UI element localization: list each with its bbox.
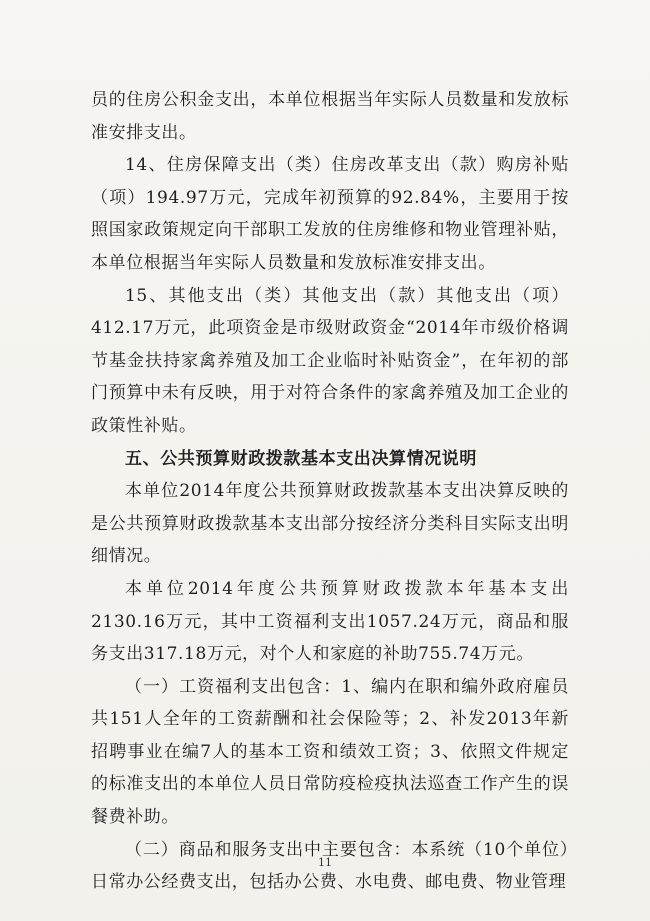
paragraph-wage-welfare-details: （一）工资福利支出包含：1、编内在职和编外政府雇员共151人全年的工资薪酬和社会保险等；2、补发2013年新招聘事业在编7人的基本工资和绩效工资；3、依照文件规定的标准支出的本单位人员日常防疫检疫执法巡查工作产生的误餐费补助。: [91, 676, 569, 828]
paragraph-housing-fund-continuation: 员的住房公积金支出，本单位根据当年实际人员数量和发放标准安排支出。: [91, 90, 569, 143]
paragraph-item-15-other-expenditure: 15、其他支出（类）其他支出（款）其他支出（项）412.17万元，此项资金是市级财政资金“2014年市级价格调节基金扶持家禽养殖及加工企业临时补贴资金”，在年初的部门预算中未有反映，用于对符合条件的家禽养殖及加工企业的政策性补贴。: [91, 285, 569, 436]
section-heading-5: 五、公共预算财政拨款基本支出决算情况说明: [125, 448, 477, 469]
page-number: 11: [318, 856, 332, 869]
paragraph-item-14-housing-subsidy: 14、住房保障支出（类）住房改革支出（款）购房补贴（项）194.97万元，完成年初预算的92.84%，主要用于按照国家政策规定向干部职工发放的住房维修和物业管理补贴，本单位根据当年实际人员数量和发放标准安排支出。: [91, 155, 569, 273]
paragraph-goods-services-details: （二）商品和服务支出中主要包含：本系统（10个单位）日常办公经费支出，包括办公费、水电费、邮电费、物业管理: [91, 839, 569, 893]
paragraph-basic-expenditure-totals: 本单位2014年度公共预算财政拨款本年基本支出2130.16万元，其中工资福利支出1057.24万元，商品和服务支出317.18万元，对个人和家庭的补助755.74万元。: [91, 578, 569, 665]
paragraph-basic-expenditure-intro: 本单位2014年度公共预算财政拨款基本支出决算反映的是公共预算财政拨款基本支出部分按经济分类科目实际支出明细情况。: [91, 481, 569, 567]
document-body: [91, 84, 569, 899]
